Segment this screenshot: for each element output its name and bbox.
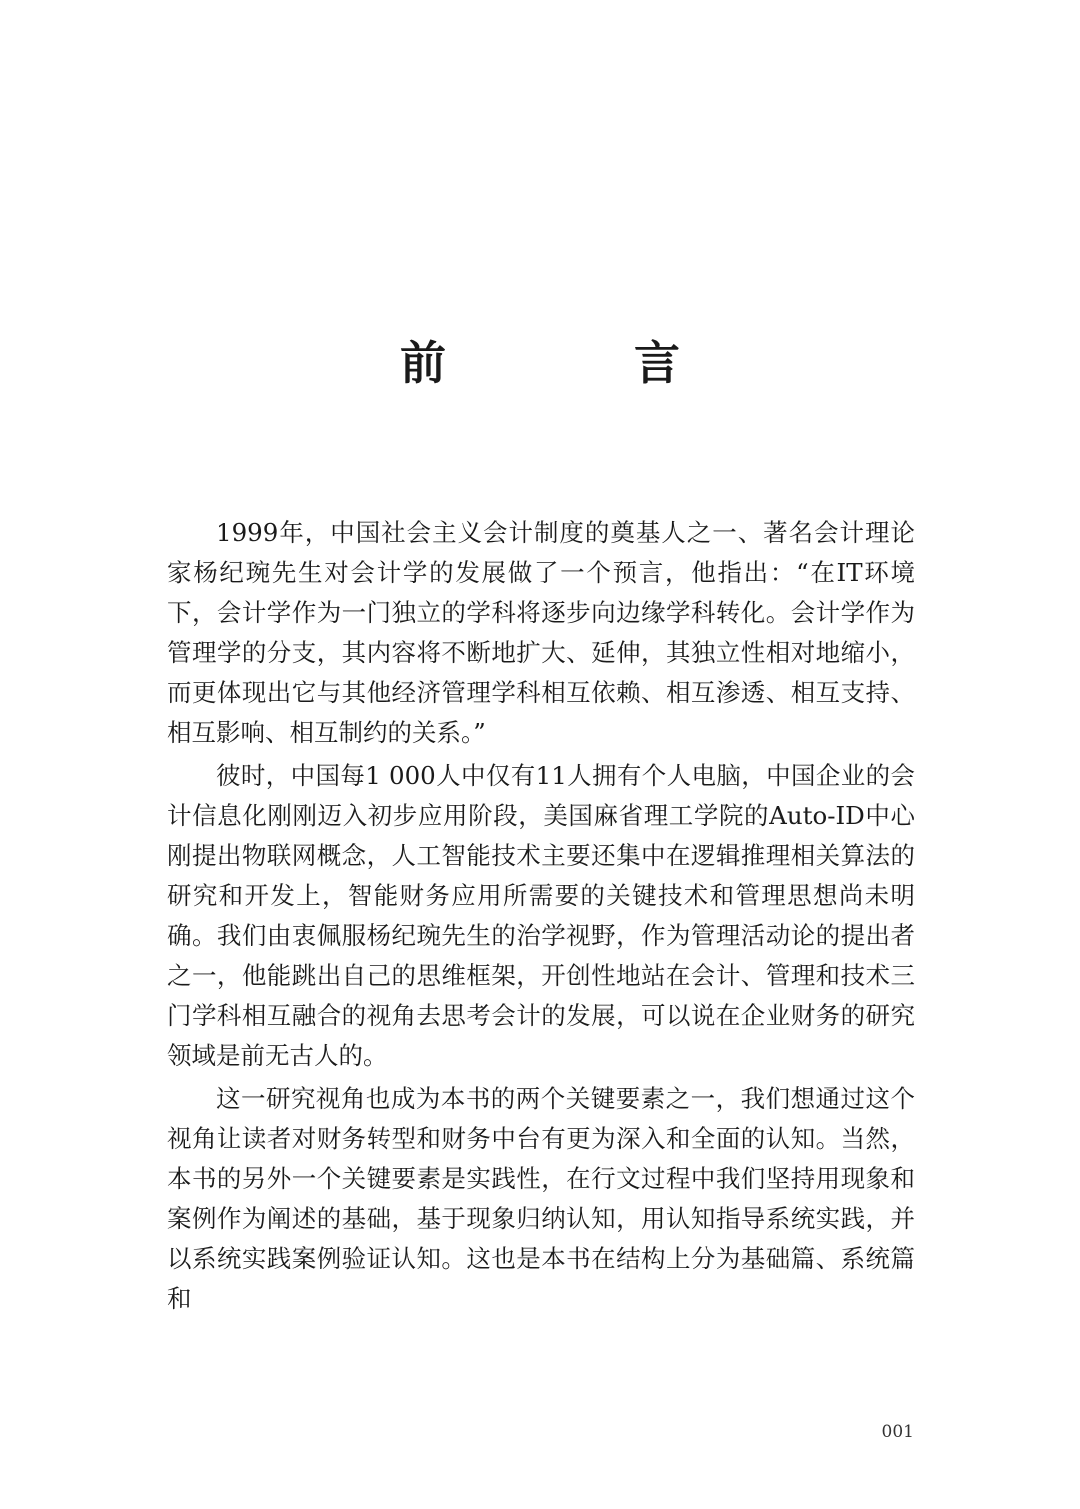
paragraph: 彼时，中国每1 000人中仅有11人拥有个人电脑，中国企业的会计信息化刚刚迈入初步应用阶段，美国麻省理工学院的Auto-ID中心刚提出物联网概念，人工智能技术主要还集中在逻辑推理相关算法的研究和开发上，智能财务应用所需要的关键技术和管理思想尚未明确。我们由衷佩服杨纪琬先生的治学视野，作为管理活动论的提出者之一，他能跳出自己的思维框架，开创性地站在会计、管理和技术三门学科相互融合的视角去思考会计的发展，可以说在企业财务的研究领域是前无古人的。 [167, 761, 915, 1070]
paragraph: 这一研究视角也成为本书的两个关键要素之一，我们想通过这个视角让读者对财务转型和财务中台有更为深入和全面的认知。当然，本书的另外一个关键要素是实践性，在行文过程中我们坚持用现象和案例作为阐述的基础，基于现象归纳认知，用认知指导系统实践，并以系统实践案例验证认知。这也是本书在结构上分为基础篇、系统篇和 [167, 1084, 915, 1313]
page-title: 前 言 [399, 336, 766, 390]
paragraph: 1999年，中国社会主义会计制度的奠基人之一、著名会计理论家杨纪琬先生对会计学的发展做了一个预言，他指出：“在IT环境下，会计学作为一门独立的学科将逐步向边缘学科转化。会计学作为管理学的分支，其内容将不断地扩大、延伸，其独立性相对地缩小，而更体现出它与其他经济管理学科相互依赖、相互渗透、相互支持、相互影响、相互制约的关系。” [167, 518, 915, 747]
body-text [167, 513, 915, 1319]
page-number: 001 [881, 1422, 914, 1442]
